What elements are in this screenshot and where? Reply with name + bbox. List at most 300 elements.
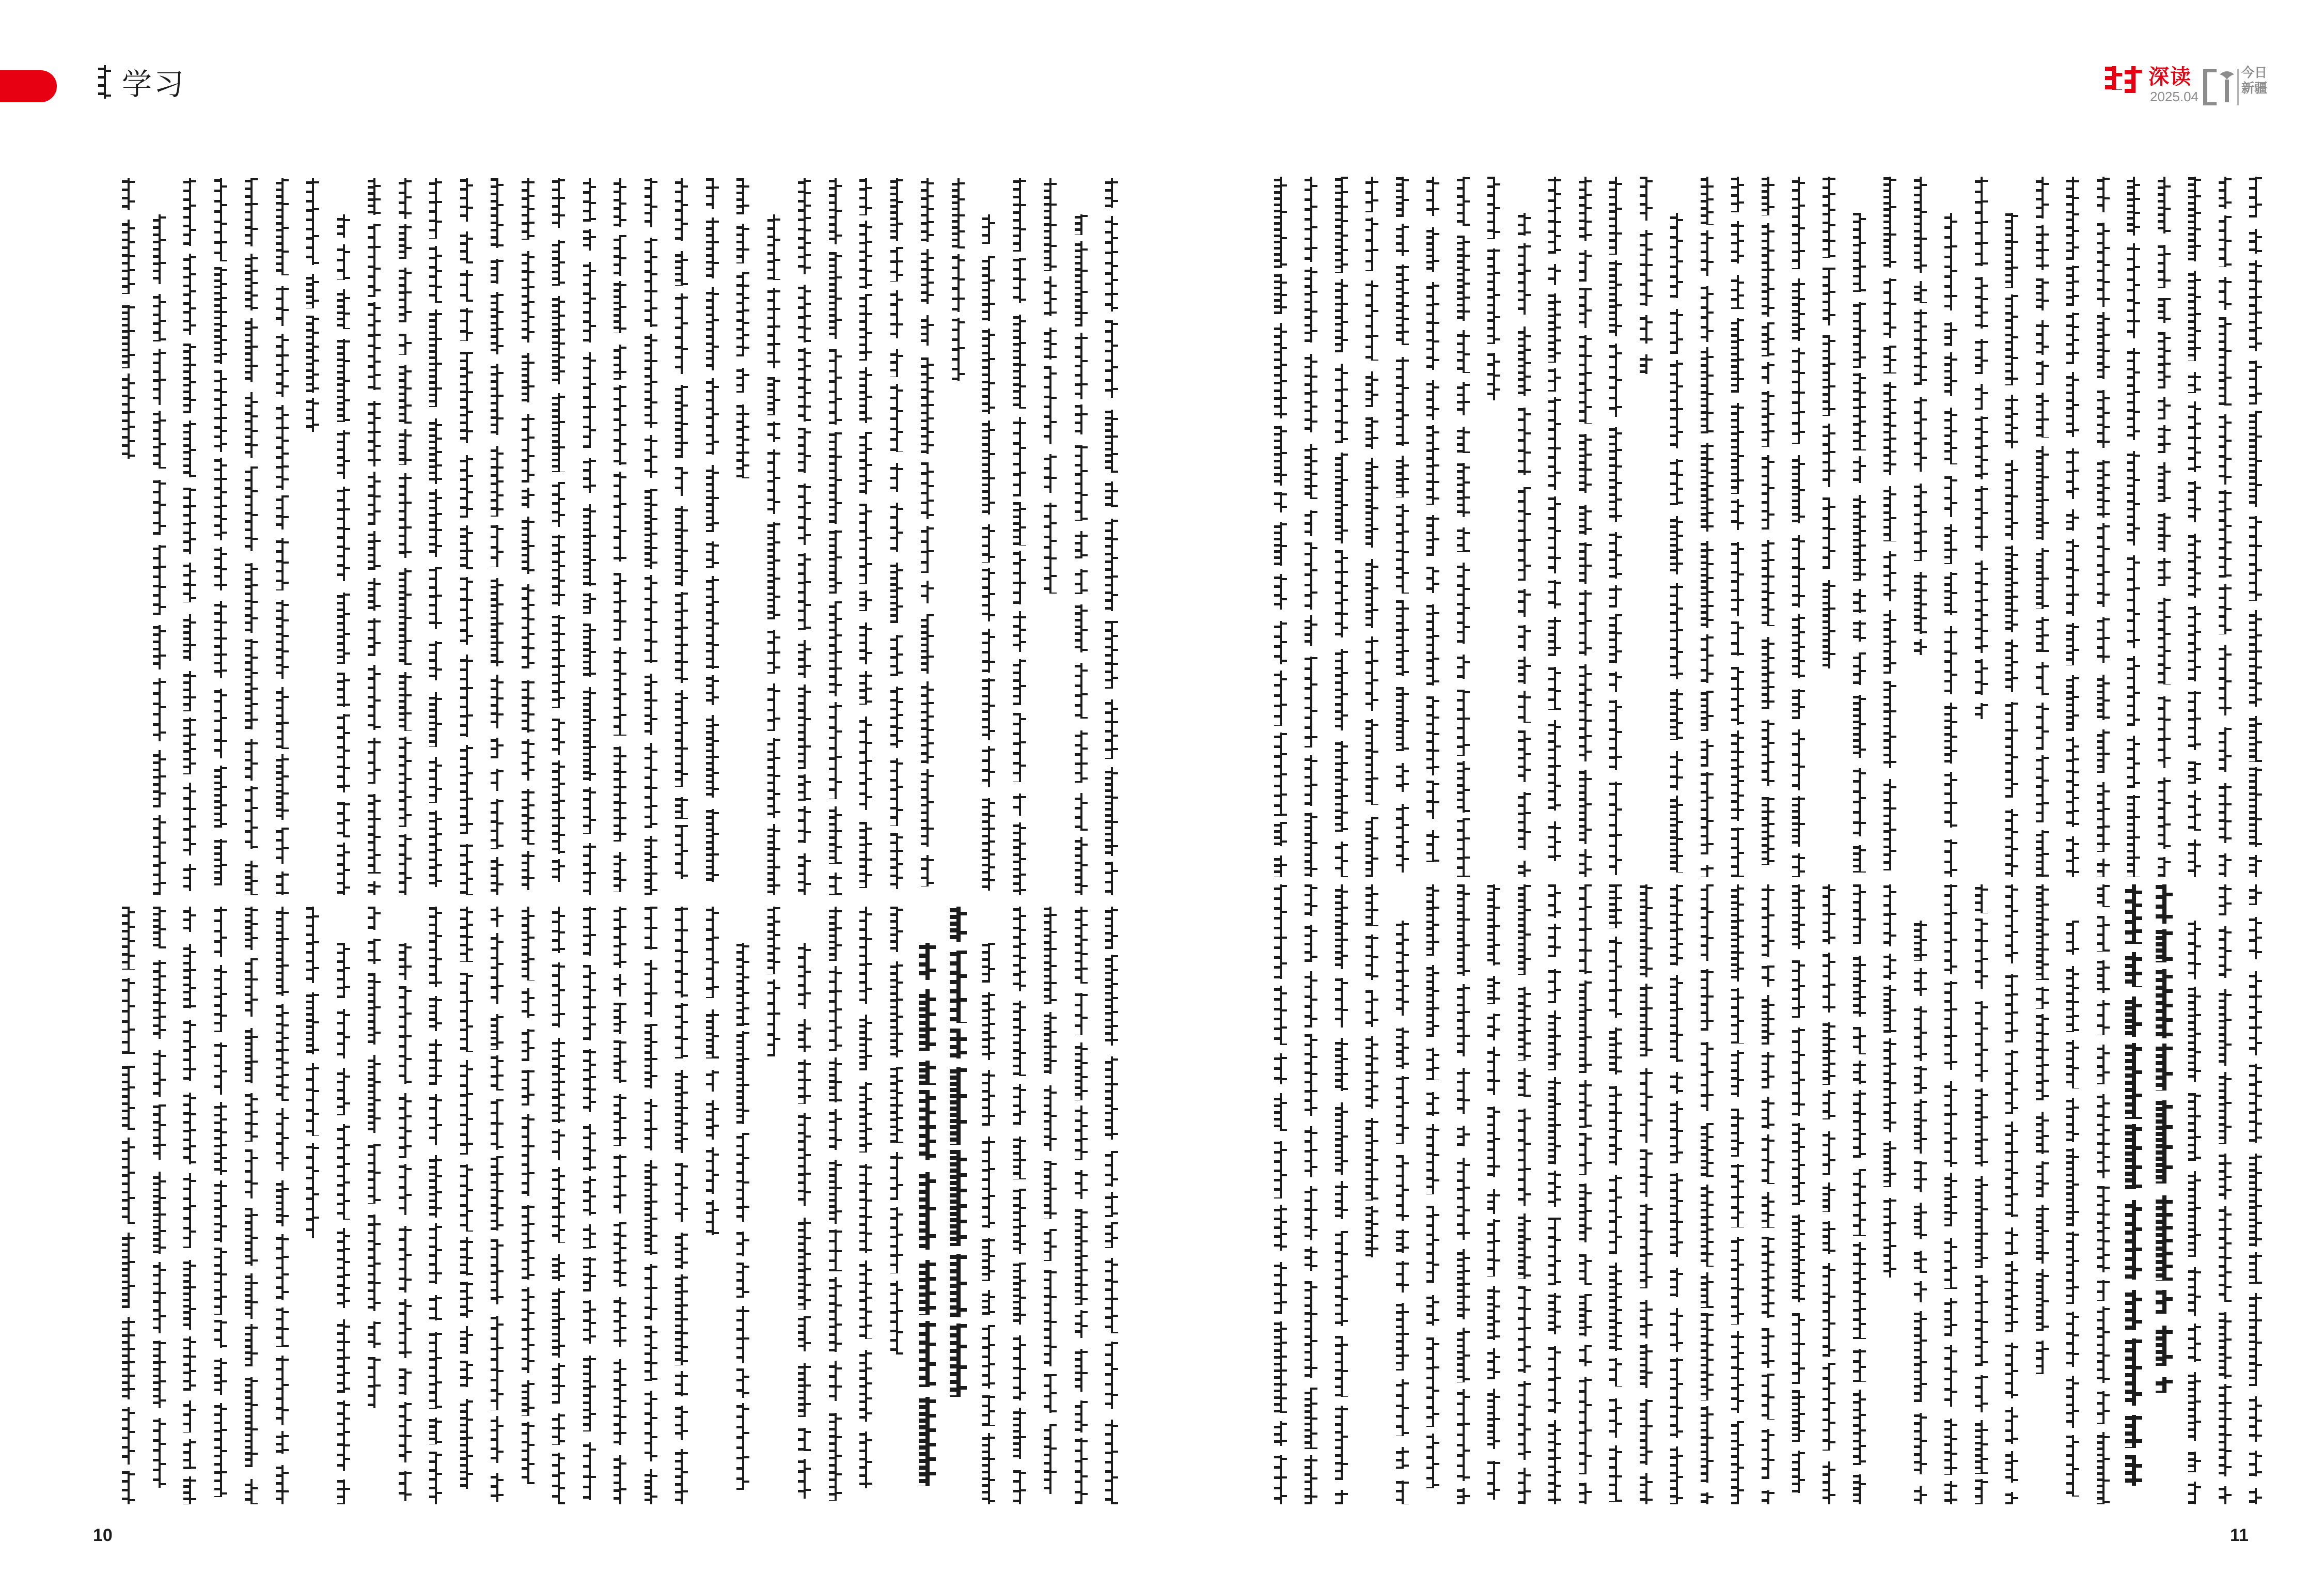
script-word: [271, 687, 291, 749]
script-word: [639, 435, 660, 478]
script-word: [793, 484, 813, 545]
script-word: [854, 717, 875, 810]
script-word: [1817, 1363, 1838, 1451]
script-word: [854, 294, 875, 361]
text-column: [1008, 907, 1029, 1504]
script-word: [1695, 865, 1716, 877]
script-word: [1039, 1161, 1059, 1219]
script-word: [2102, 66, 2123, 90]
script-word: [2153, 696, 2173, 768]
script-word: [608, 1155, 629, 1213]
script-word: [977, 256, 998, 321]
script-word: [670, 1371, 690, 1396]
script-word: [1939, 1173, 1960, 1226]
script-word: [793, 806, 813, 843]
script-word: [1330, 1336, 1351, 1397]
script-word: [670, 293, 690, 374]
script-word: [1543, 264, 1564, 285]
text-column: [485, 907, 506, 1504]
script-word: [1817, 953, 1838, 1013]
script-word: [1100, 1192, 1121, 1217]
script-word: [1482, 1107, 1503, 1177]
script-word: [2092, 617, 2112, 663]
script-word: [1909, 639, 1929, 655]
script-word: [332, 673, 353, 707]
script-word: [117, 1138, 137, 1224]
script-word: [1330, 1406, 1351, 1480]
script-word: [1665, 1173, 1686, 1257]
script-word: [1726, 542, 1747, 616]
script-word: [854, 504, 875, 584]
script-word: [2031, 393, 2051, 438]
script-word: [2031, 446, 2051, 540]
script-word: [1513, 792, 1533, 850]
script-word: [240, 639, 260, 729]
script-word: [1574, 849, 1594, 877]
text-column: [701, 907, 721, 1504]
script-word: [2092, 960, 2112, 993]
script-word: [578, 262, 599, 342]
script-word: [1665, 751, 1686, 790]
script-word: [1604, 884, 1625, 928]
script-word: [701, 178, 721, 209]
script-word: [332, 1068, 353, 1115]
text-column: [639, 178, 660, 895]
script-word: [854, 1350, 875, 1422]
script-word: [455, 178, 476, 222]
script-word: [1695, 1123, 1716, 1177]
script-word: [2213, 1384, 2234, 1476]
script-word: [117, 178, 137, 210]
script-word: [1299, 813, 1320, 877]
script-word: [1756, 362, 1777, 384]
script-word: [271, 286, 291, 326]
script-word: [762, 214, 783, 280]
script-word: [2183, 1171, 2204, 1257]
script-word: [1695, 286, 1716, 342]
text-column: [1726, 884, 1747, 1504]
text-column: [885, 907, 906, 1504]
script-word: [1543, 969, 1564, 1003]
script-word: [1070, 404, 1090, 434]
script-word: [824, 432, 844, 524]
script-word: [2092, 884, 2112, 907]
script-word: [854, 590, 875, 611]
script-word: [1330, 550, 1351, 637]
text-column: [731, 178, 752, 895]
script-word: [977, 678, 998, 740]
script-word: [1421, 696, 1442, 775]
script-word: [240, 907, 260, 950]
script-word: [1909, 572, 1929, 634]
script-word: [854, 1164, 875, 1253]
script-word: [1878, 486, 1899, 541]
text-column: [1635, 884, 1655, 1504]
script-word: [485, 1156, 506, 1231]
script-word: [516, 517, 537, 574]
script-word: [1482, 1189, 1503, 1214]
script-word: [547, 719, 568, 755]
script-word: [424, 1223, 445, 1284]
script-word: [1100, 1222, 1121, 1248]
script-word: [885, 290, 906, 338]
script-word: [1574, 542, 1594, 584]
script-word: [1970, 1001, 1990, 1082]
script-word: [1513, 1286, 1533, 1373]
script-word: [240, 466, 260, 551]
text-column: [1756, 177, 1777, 877]
script-word: [1817, 268, 1838, 325]
text-column: [1543, 884, 1564, 1504]
script-word: [2031, 617, 2051, 652]
script-word: [2122, 736, 2143, 788]
script-word: [2031, 755, 2051, 822]
script-word: [240, 1273, 260, 1319]
script-word: [1482, 177, 1503, 239]
script-word: [1452, 463, 1472, 517]
script-word: [1939, 839, 1960, 877]
script-word: [2000, 1407, 2021, 1444]
script-word: [1909, 1486, 1929, 1504]
script-word: [1421, 227, 1442, 272]
text-column: [670, 178, 690, 895]
script-word: [1787, 535, 1808, 608]
script-word: [701, 465, 721, 532]
text-column: [885, 178, 906, 895]
script-word: [1299, 1455, 1320, 1504]
script-word: [1909, 1251, 1929, 1273]
script-word: [1360, 1206, 1381, 1257]
script-word: [1909, 484, 1929, 561]
script-word: [1970, 486, 1990, 551]
script-word: [1756, 797, 1777, 865]
script-word: [1360, 371, 1381, 407]
script-word: [885, 758, 906, 826]
script-word: [424, 1039, 445, 1085]
script-word: [1848, 373, 1868, 450]
script-word: [485, 857, 506, 895]
script-word: [1299, 657, 1320, 748]
script-word: [824, 702, 844, 799]
script-word: [824, 1361, 844, 1401]
script-word: [2122, 555, 2143, 648]
script-word: [1543, 496, 1564, 573]
script-word: [793, 853, 813, 895]
script-word: [1330, 1102, 1351, 1175]
script-word: [916, 581, 936, 603]
script-word: [701, 1009, 721, 1058]
script-word: [670, 1163, 690, 1222]
script-word: [363, 973, 383, 1045]
script-word: [1787, 455, 1808, 523]
script-word: [1391, 456, 1411, 497]
script-word: [947, 318, 967, 381]
script-word: [1848, 495, 1868, 581]
script-word: [701, 1147, 721, 1194]
script-word: [885, 635, 906, 676]
text-column: [608, 907, 629, 1504]
script-word: [1360, 636, 1381, 711]
script-word: [516, 178, 537, 240]
script-word: [209, 601, 230, 678]
script-word: [977, 1395, 998, 1426]
script-word: [1269, 1321, 1290, 1413]
script-word: [1421, 965, 1442, 1037]
script-word: [1391, 357, 1411, 446]
script-word: [1452, 236, 1472, 321]
script-word: [1574, 980, 1594, 1073]
script-word: [916, 178, 936, 242]
script-word: [363, 1321, 383, 1348]
script-word: [1604, 700, 1625, 770]
script-word: [1452, 1328, 1472, 1382]
script-word: [1360, 458, 1381, 548]
script-word: [854, 622, 875, 664]
script-word: [885, 687, 906, 748]
script-word: [1848, 1090, 1868, 1158]
script-word: [424, 178, 445, 239]
script-word: [1635, 1068, 1655, 1143]
script-word: [1878, 382, 1899, 475]
text-column: [1360, 884, 1381, 1504]
text-column: [1482, 884, 1503, 1504]
script-word: [485, 1473, 506, 1502]
script-word: [148, 750, 168, 807]
script-word: [2244, 411, 2265, 507]
script-word: [1939, 1238, 1960, 1289]
script-word: [916, 614, 936, 674]
script-word: [1817, 1131, 1838, 1175]
script-word: [2213, 317, 2234, 406]
script-word: [2244, 1154, 2265, 1247]
script-word: [1939, 1298, 1960, 1336]
script-word: [240, 958, 260, 1017]
text-column: [2031, 884, 2051, 1504]
script-word: [1848, 620, 1868, 642]
script-word: [670, 690, 690, 787]
masthead-column-name: 深读: [2148, 65, 2192, 89]
script-word: [178, 718, 199, 774]
script-word: [1604, 1086, 1625, 1165]
text-column: [1756, 884, 1777, 1504]
script-word: [1543, 397, 1564, 490]
script-word: [209, 907, 230, 957]
script-word: [2000, 294, 2021, 385]
script-word: [1604, 614, 1625, 663]
script-word: [1970, 416, 1990, 479]
script-word: [2183, 987, 2204, 1082]
script-word: [178, 1336, 199, 1391]
script-word: [824, 1277, 844, 1352]
script-word: [1756, 1328, 1777, 1368]
script-word: [824, 1413, 844, 1501]
script-word: [578, 1124, 599, 1171]
script-word: [2061, 675, 2082, 731]
script-word: [1513, 408, 1533, 475]
script-word: [854, 822, 875, 888]
script-word: [2122, 243, 2143, 338]
script-word: [885, 503, 906, 552]
script-word: [916, 315, 936, 346]
script-word: [2213, 1486, 2234, 1504]
script-word: [1452, 1389, 1472, 1481]
script-word: [455, 1282, 476, 1318]
script-word: [1391, 804, 1411, 873]
script-word: [1848, 956, 1868, 1017]
script-word: [209, 1248, 230, 1315]
script-word: [885, 247, 906, 282]
script-word: [363, 939, 383, 964]
script-word: [2122, 1124, 2143, 1189]
script-word: [1269, 621, 1290, 664]
script-word: [178, 1260, 199, 1330]
script-word: [363, 1357, 383, 1408]
script-word: [209, 458, 230, 540]
script-word: [424, 1155, 445, 1218]
script-word: [363, 665, 383, 730]
script-word: [1543, 1010, 1564, 1070]
script-word: [1726, 730, 1747, 821]
script-word: [2122, 1043, 2143, 1119]
script-word: [271, 538, 291, 590]
script-word: [455, 455, 476, 518]
script-word: [1665, 516, 1686, 574]
script-word: [916, 681, 936, 764]
script-word: [2092, 1186, 2112, 1272]
script-word: [1543, 1420, 1564, 1504]
script-word: [2122, 656, 2143, 726]
script-word: [209, 689, 230, 758]
script-word: [178, 563, 199, 602]
script-word: [1391, 504, 1411, 594]
script-word: [578, 1300, 599, 1344]
script-word: [824, 252, 844, 339]
script-word: [639, 1391, 660, 1461]
text-column: [117, 178, 137, 895]
script-word: [1817, 1022, 1838, 1085]
script-word: [1543, 1218, 1564, 1285]
script-word: [793, 428, 813, 473]
script-word: [2122, 1415, 2143, 1448]
script-word: [547, 1129, 568, 1160]
script-word: [240, 563, 260, 633]
script-word: [1391, 264, 1411, 345]
script-word: [1482, 1389, 1503, 1449]
script-word: [2122, 1290, 2143, 1330]
script-word: [1421, 830, 1442, 862]
script-word: [1543, 1171, 1564, 1207]
script-word: [578, 965, 599, 1040]
script-word: [1665, 975, 1686, 1062]
script-word: [2092, 675, 2112, 720]
script-word: [1482, 976, 1503, 1004]
script-word: [455, 745, 476, 834]
script-word: [916, 943, 936, 980]
heading-column: [2153, 884, 2173, 1504]
script-word: [1604, 1398, 1625, 1438]
script-word: [2153, 777, 2173, 849]
heading-column: [916, 907, 936, 1504]
script-word: [455, 1399, 476, 1489]
script-word: [332, 943, 353, 998]
script-word: [1513, 326, 1533, 396]
script-word: [1787, 960, 1808, 1018]
script-word: [701, 541, 721, 568]
script-word: [178, 344, 199, 413]
script-word: [1695, 443, 1716, 532]
script-word: [1756, 1192, 1777, 1228]
script-word: [394, 737, 414, 827]
text-column: [1574, 177, 1594, 877]
text-column: [209, 178, 230, 895]
script-word: [1817, 1263, 1838, 1357]
script-word: [608, 1003, 629, 1034]
script-word: [2031, 1014, 2051, 1100]
script-word: [2183, 790, 2204, 831]
script-word: [332, 714, 353, 792]
script-word: [1665, 213, 1686, 298]
script-word: [271, 1307, 291, 1347]
script-word: [1939, 703, 1960, 764]
script-word: [762, 630, 783, 674]
script-word: [762, 377, 783, 415]
script-word: [670, 178, 690, 241]
script-word: [1513, 1468, 1533, 1504]
script-word: [2153, 598, 2173, 684]
script-word: [1665, 459, 1686, 505]
script-word: [271, 600, 291, 679]
script-word: [670, 825, 690, 879]
script-word: [1756, 177, 1777, 215]
text-column: [1939, 884, 1960, 1504]
script-word: [1970, 884, 1990, 913]
script-word: [1878, 1141, 1899, 1187]
script-word: [1299, 755, 1320, 806]
script-word: [701, 809, 721, 882]
text-column: [824, 178, 844, 895]
script-word: [608, 345, 629, 380]
script-word: [977, 629, 998, 673]
script-word: [271, 1431, 291, 1454]
script-word: [1421, 1434, 1442, 1488]
script-word: [455, 1361, 476, 1387]
script-word: [854, 907, 875, 1004]
text-column: [2244, 177, 2265, 877]
script-word: [332, 1319, 353, 1393]
script-word: [547, 1038, 568, 1123]
script-word: [1452, 984, 1472, 1056]
script-word: [608, 1094, 629, 1146]
script-word: [148, 411, 168, 469]
script-word: [1100, 699, 1121, 759]
script-word: [2183, 1093, 2204, 1161]
script-word: [1848, 1349, 1868, 1382]
script-word: [639, 1024, 660, 1088]
script-word: [1070, 1170, 1090, 1199]
text-column: [1360, 177, 1381, 877]
script-word: [1039, 328, 1059, 360]
script-word: [2244, 1064, 2265, 1143]
script-word: [363, 738, 383, 784]
text-column: [1330, 177, 1351, 877]
script-word: [793, 178, 813, 274]
script-word: [793, 1428, 813, 1451]
script-word: [2092, 1045, 2112, 1084]
script-word: [2153, 1044, 2173, 1091]
script-word: [2213, 926, 2234, 978]
script-word: [1756, 223, 1777, 317]
script-word: [2183, 177, 2204, 261]
